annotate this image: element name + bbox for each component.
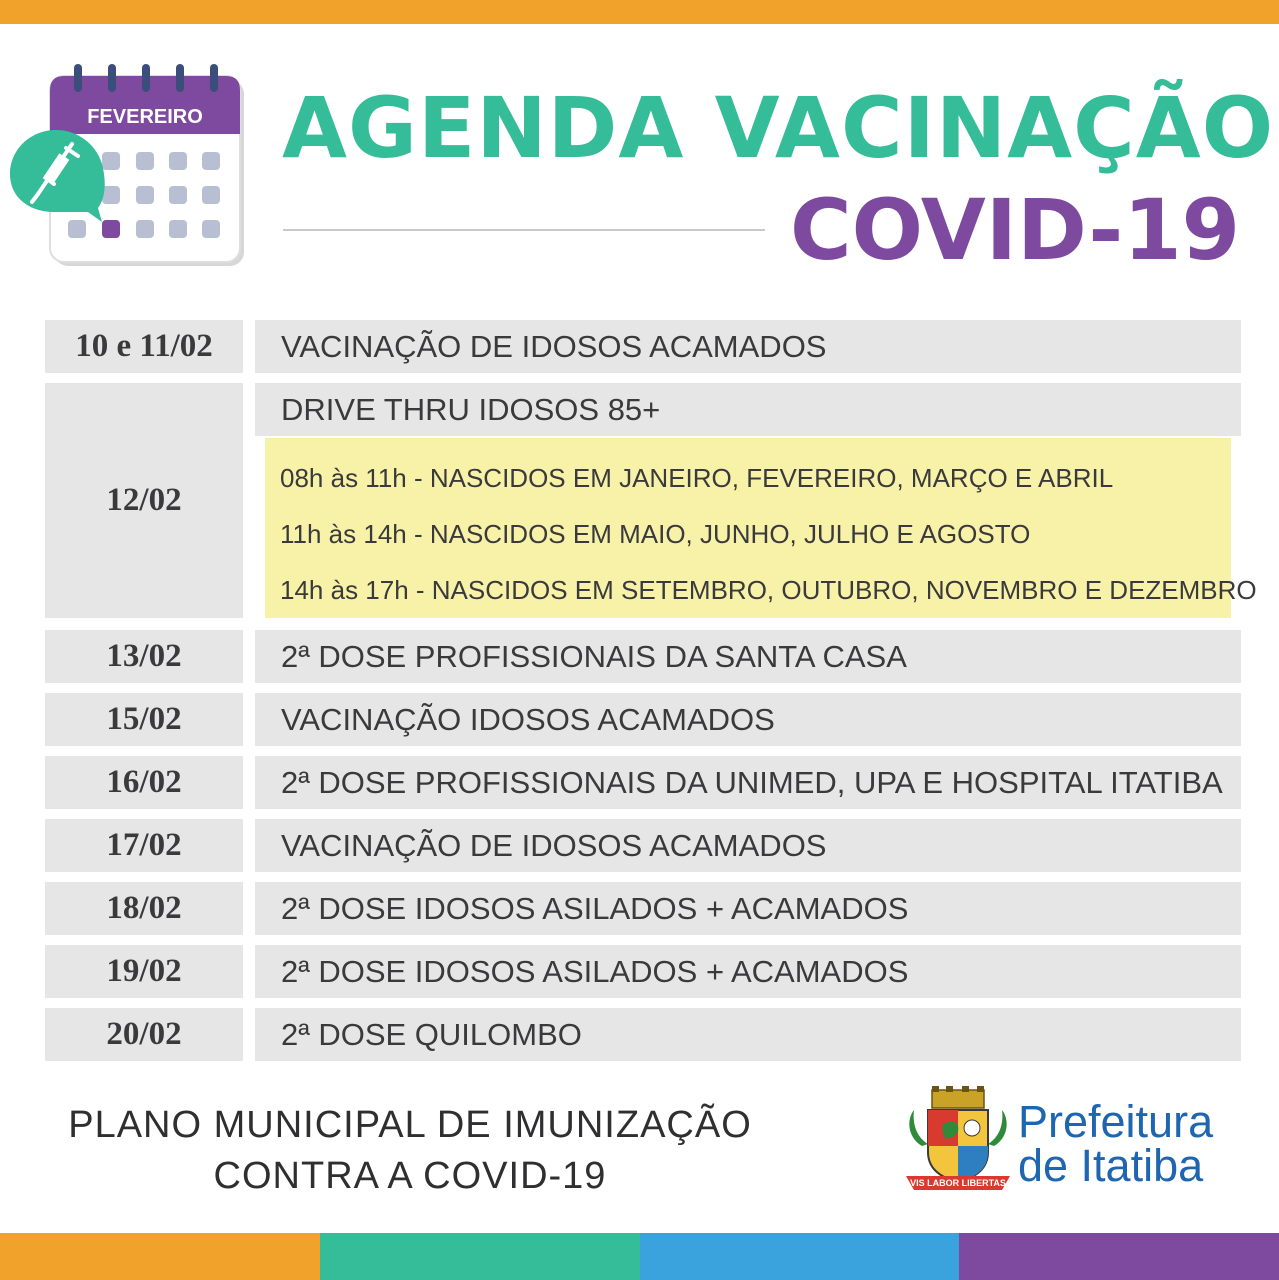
schedule-description: 2ª DOSE PROFISSIONAIS DA UNIMED, UPA E HOSPITAL ITATIBA (255, 756, 1241, 809)
brand-name-line-2: de Itatiba (1018, 1140, 1204, 1191)
schedule-description: VACINAÇÃO DE IDOSOS ACAMADOS (255, 320, 1241, 373)
schedule-date: 20/02 (45, 1008, 243, 1061)
schedule-date: 13/02 (45, 630, 243, 683)
top-color-bar (0, 0, 1279, 24)
time-slot: 08h às 11h - NASCIDOS EM JANEIRO, FEVEREIRO, MARÇO E ABRIL (280, 463, 1114, 493)
bottom-bar-purple (959, 1233, 1279, 1280)
calendar-icon (8, 62, 253, 272)
time-slot: 14h às 17h - NASCIDOS EM SETEMBRO, OUTUBRO, NOVEMBRO E DEZEMBRO (280, 575, 1257, 605)
bottom-bar-blue (640, 1233, 960, 1280)
bottom-bar-green (320, 1233, 640, 1280)
footer-line-1: PLANO MUNICIPAL DE IMUNIZAÇÃO (68, 1104, 752, 1146)
bottom-color-bar (0, 1233, 1279, 1280)
schedule-description: VACINAÇÃO DE IDOSOS ACAMADOS (255, 819, 1241, 872)
schedule-date: 10 e 11/02 (45, 320, 243, 373)
schedule-description: 2ª DOSE QUILOMBO (255, 1008, 1241, 1061)
schedule-description: 2ª DOSE IDOSOS ASILADOS + ACAMADOS (255, 945, 1241, 998)
schedule-date: 15/02 (45, 693, 243, 746)
time-slot: 11h às 14h - NASCIDOS EM MAIO, JUNHO, JULHO E AGOSTO (280, 519, 1031, 549)
page-subtitle: COVID-19 (790, 181, 1241, 279)
schedule-description: VACINAÇÃO IDOSOS ACAMADOS (255, 693, 1241, 746)
coat-of-arms-logo (902, 1086, 1014, 1196)
schedule-date: 16/02 (45, 756, 243, 809)
crest-motto: VIS LABOR LIBERTAS (910, 1178, 1006, 1188)
schedule-date: 18/02 (45, 882, 243, 935)
page-title: AGENDA VACINAÇÃO (282, 79, 1275, 177)
calendar-month: FEVEREIRO (87, 106, 203, 128)
schedule-date: 12/02 (45, 383, 243, 618)
brand-name-line-1: Prefeitura (1018, 1096, 1214, 1147)
schedule-description: 2ª DOSE IDOSOS ASILADOS + ACAMADOS (255, 882, 1241, 935)
footer-line-2: CONTRA A COVID-19 (213, 1155, 607, 1197)
schedule-description: 2ª DOSE PROFISSIONAIS DA SANTA CASA (255, 630, 1241, 683)
title-divider (283, 229, 765, 231)
schedule-date: 19/02 (45, 945, 243, 998)
schedule-description: DRIVE THRU IDOSOS 85+ (255, 383, 1241, 436)
schedule-date: 17/02 (45, 819, 243, 872)
bottom-bar-orange (0, 1233, 320, 1280)
